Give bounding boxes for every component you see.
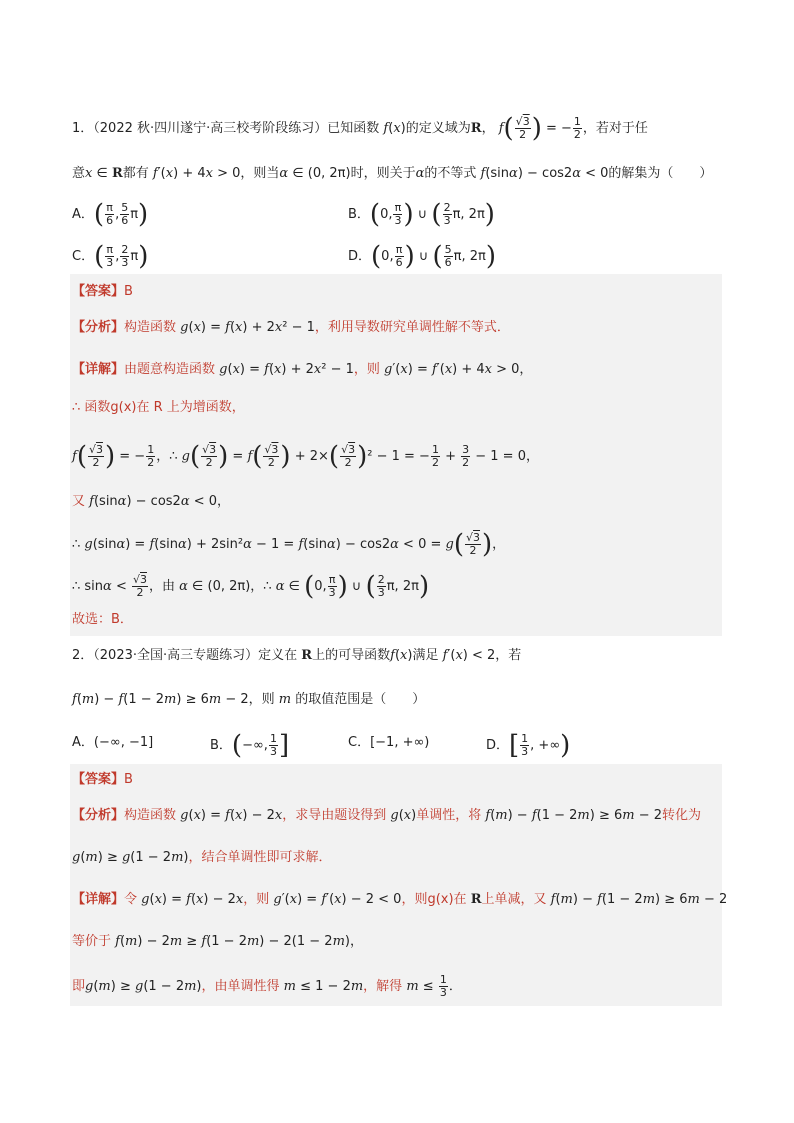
q2-analysis: 【分析】构造函数 g(x) = f(x) − 2x，求导由题设得到 g(x)单调性，将 f(m) − f(1 − 2m) ≥ 6m − 2转化为 [72,808,702,823]
q1-option-d[interactable]: D．(0, $\frac{\pi}{6}$ ) ∪ ( $\frac{5}{6}$ π, 2π) [348,241,497,272]
q1-stem-line1: 1．（2022 秋·四川遂宁·高三校考阶段练习）已知函数 f(x)的定义域为R， f( $\frac{√3}{2}$ ) = − $\frac{1}{2}$ ，若对于任 [72,113,648,144]
q2-stem-line1: 2．（2023·全国·高三专题练习）定义在 R上的可导函数f(x)满足 f′(x) < 2，若 [72,648,522,663]
q2-option-b[interactable]: B．(−∞, $\frac{1}{3}$ ] [210,730,290,761]
q1-source: （2022 秋·四川遂宁·高三校考阶段练习） [93,121,328,136]
q1-number: 1． [72,121,94,136]
q2-answer: 【答案】B [72,772,133,787]
q1-option-c[interactable]: C．( $\frac{\pi}{3}$ , $\frac{2}{3}$ π) [72,241,149,272]
q2-option-a[interactable]: A．(−∞, −1] [72,735,154,750]
q2-analysis-cont: g(m) ≥ g(1 − 2m)，结合单调性即可求解． [72,850,332,865]
q2-conclusion: 即g(m) ≥ g(1 − 2m)，由单调性得 m ≤ 1 − 2m，解得 m ≤ $\frac{1}{3}$ ． [72,973,462,999]
q2-option-d[interactable]: D．[ $\frac{1}{3}$ , +∞) [486,730,571,761]
q2-number: 2． [72,648,94,663]
q1-eval-line: f( $\frac{√3}{2}$ ) = − $\frac{1}{2}$ ，∴ g( $\frac{√3}{2}$ ) = f( $\frac{√3}{2}$ ) + 2×( $\frac{√3}{2}$ )² − 1 = − $\frac{1}{2}$ + $\frac{3}{2}$ − 1 = 0， [72,441,539,472]
q1-transform-line: ∴ g(sinα) = f(sinα) + 2sin²α − 1 = f(sinα) − cos2α < 0 = g( $\frac{√3}{2}$ )， [72,529,506,560]
q2-detail: 【详解】令 g(x) = f(x) − 2x，则 g′(x) = f′(x) − 2 < 0，则g(x)在 R上单减，又 f(m) − f(1 − 2m) ≥ 6m − 2 [72,892,728,907]
q1-result-line: ∴ sinα < $\frac{√3}{2}$ ，由 α ∈ (0, 2π)，∴ α ∈ (0, $\frac{\pi}{3}$ ) ∪ ( $\frac{2}{3}$ π, 2π) [72,571,430,602]
q2-answer-block [70,764,722,1006]
q1-option-b[interactable]: B．(0, $\frac{\pi}{3}$ ) ∪ ( $\frac{2}{3}$ π, 2π) [348,199,495,230]
q1-increasing: ∴ 函数g(x)在 R 上为增函数， [72,400,245,415]
q1-detail: 【详解】由题意构造函数 g(x) = f(x) + 2x² − 1，则 g′(x) = f′(x) + 4x > 0， [72,362,533,377]
q2-option-c[interactable]: C．[−1, +∞) [348,735,430,750]
q1-analysis: 【分析】构造函数 g(x) = f(x) + 2x² − 1，利用导数研究单调性解不等式． [72,320,510,335]
q1-choose: 故选：B． [72,612,133,627]
q1-answer: 【答案】B [72,284,133,299]
q2-stem-line2: f(m) − f(1 − 2m) ≥ 6m − 2，则 m 的取值范围是（ ） [72,692,426,707]
q1-also-line: 又 f(sinα) − cos2α < 0， [72,494,231,509]
q2-equivalent: 等价于 f(m) − 2m ≥ f(1 − 2m) − 2(1 − 2m)， [72,934,363,949]
q1-option-a[interactable]: A．( $\frac{\pi}{6}$ , $\frac{5}{6}$ π) [72,199,149,230]
q2-source: （2023·全国·高三专题练习） [93,648,259,663]
q1-stem-line2: 意x ∈ R都有 f′(x) + 4x > 0，则当α ∈ (0, 2π)时，则关于α的不等式 f(sinα) − cos2α < 0的解集为（ ） [72,166,713,181]
